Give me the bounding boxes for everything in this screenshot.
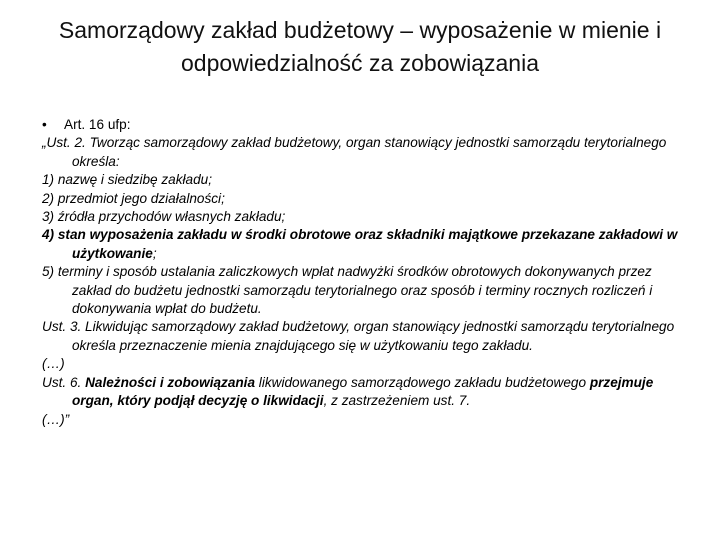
text-segment: 1) nazwę i siedzibę zakładu; — [42, 172, 213, 188]
paragraph — [42, 318, 682, 355]
text-segment: 5) terminy i sposób ustalania zaliczkowych wpłat nadwyżki środków obrotowych dokonywanych przez zakład do budżetu jednostki samorządu terytorialnego oraz sposób i terminy rocznych rozliczeń i dokonywania wpłat do budżetu. — [42, 264, 653, 317]
text-segment: likwidowanego samorządowego zakładu budżetowego — [255, 374, 590, 390]
text-segment: „Ust. 2. Tworząc samorządowy zakład budżetowy, organ stanowiący jednostki samorządu terytorialnego określa: — [42, 135, 667, 169]
bullet-label: Art. 16 ufp: — [64, 117, 131, 132]
text-segment: Ust. 3. Likwidując samorządowy zakład budżetowy, organ stanowiący jednostki samorządu terytorialnego określa przeznaczenie mienia znajdującego się w użytkowaniu tego zakładu. — [42, 319, 675, 353]
paragraph — [42, 411, 682, 429]
bold-text-segment: przejmuje organ, który podjął decyzję o likwidacji — [72, 374, 654, 409]
paragraph — [42, 226, 682, 263]
text-segment: ; — [152, 245, 157, 261]
slide-content — [42, 116, 682, 429]
text-segment: (…)” — [42, 411, 70, 427]
text-segment: , z zastrzeżeniem ust. 7. — [323, 393, 471, 409]
paragraph — [42, 190, 682, 208]
slide-title: Samorządowy zakład budżetowy – wyposażenie w mienie i odpowiedzialność za zobowiązania — [58, 17, 662, 76]
paragraph — [42, 208, 682, 226]
paragraph — [42, 171, 682, 189]
bullet-symbol: • — [42, 117, 47, 132]
paragraph — [42, 263, 682, 318]
text-segment: (…) — [42, 356, 65, 372]
bold-text-segment: Należności i zobowiązania — [85, 374, 256, 390]
text-segment: Ust. 6. — [42, 374, 86, 390]
paragraph — [42, 374, 682, 411]
quoted-article-text — [42, 134, 682, 429]
text-segment: 2) przedmiot jego działalności; — [42, 190, 225, 206]
paragraph — [42, 134, 682, 171]
text-segment: 3) źródła przychodów własnych zakładu; — [42, 209, 286, 225]
bullet-item — [42, 116, 682, 134]
paragraph — [42, 355, 682, 373]
bold-text-segment: 4) stan wyposażenia zakładu w środki obrotowe oraz składniki majątkowe przekazane zakładowi w użytkowanie — [42, 227, 678, 261]
